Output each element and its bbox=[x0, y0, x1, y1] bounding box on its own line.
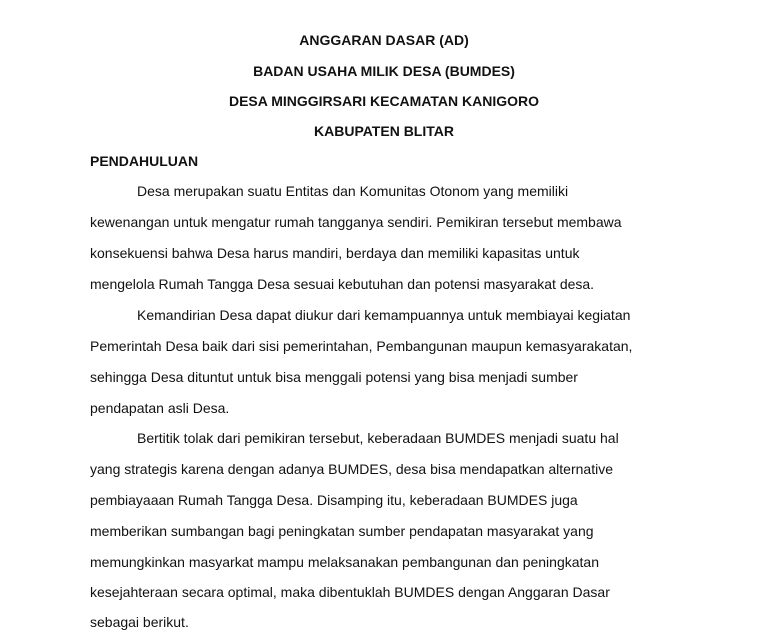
paragraph-3-line: sebagai berikut. bbox=[90, 614, 189, 630]
document-title-line-2: BADAN USAHA MILIK DESA (BUMDES) bbox=[253, 63, 515, 79]
paragraph-3-line: memberikan sumbangan bagi peningkatan sumber pendapatan masyarakat yang bbox=[90, 523, 594, 539]
paragraph-2-line: Pemerintah Desa baik dari sisi pemerintahan, Pembangunan maupun kemasyarakatan, bbox=[90, 338, 633, 354]
document-title-line-4: KABUPATEN BLITAR bbox=[314, 123, 454, 139]
document-title-line-3: DESA MINGGIRSARI KECAMATAN KANIGORO bbox=[228, 93, 540, 109]
paragraph-1-line: kewenangan untuk mengatur rumah tangganya sendiri. Pemikiran tersebut membawa bbox=[90, 214, 622, 230]
section-heading: PENDAHULUAN bbox=[90, 153, 199, 169]
paragraph-3-line: Bertitik tolak dari pemikiran tersebut, keberadaan BUMDES menjadi suatu hal bbox=[137, 430, 619, 446]
paragraph-3-line: memungkinkan masyarkat mampu melaksanakan pembangunan dan peningkatan bbox=[90, 554, 599, 570]
paragraph-1-line: konsekuensi bahwa Desa harus mandiri, berdaya dan memiliki kapasitas untuk bbox=[90, 245, 580, 261]
document-title-line-1: ANGGARAN DASAR (AD) bbox=[299, 32, 469, 48]
paragraph-2-line: Kemandirian Desa dapat diukur dari kemampuannya untuk membiayai kegiatan bbox=[137, 307, 631, 323]
paragraph-1-line: mengelola Rumah Tangga Desa sesuai kebutuhan dan potensi masyarakat desa. bbox=[90, 276, 595, 292]
paragraph-3-line: pembiayaaan Rumah Tangga Desa. Disamping itu, keberadaan BUMDES juga bbox=[90, 492, 578, 508]
paragraph-1-line: Desa merupakan suatu Entitas dan Komunitas Otonom yang memiliki bbox=[137, 183, 569, 199]
paragraph-2-line: pendapatan asli Desa. bbox=[90, 400, 230, 416]
paragraph-3-line: kesejahteraan secara optimal, maka dibentuklah BUMDES dengan Anggaran Dasar bbox=[90, 584, 610, 600]
paragraph-3-line: yang strategis karena dengan adanya BUMDES, desa bisa mendapatkan alternative bbox=[90, 461, 613, 477]
paragraph-2-line: sehingga Desa dituntut untuk bisa menggali potensi yang bisa menjadi sumber bbox=[90, 369, 578, 385]
